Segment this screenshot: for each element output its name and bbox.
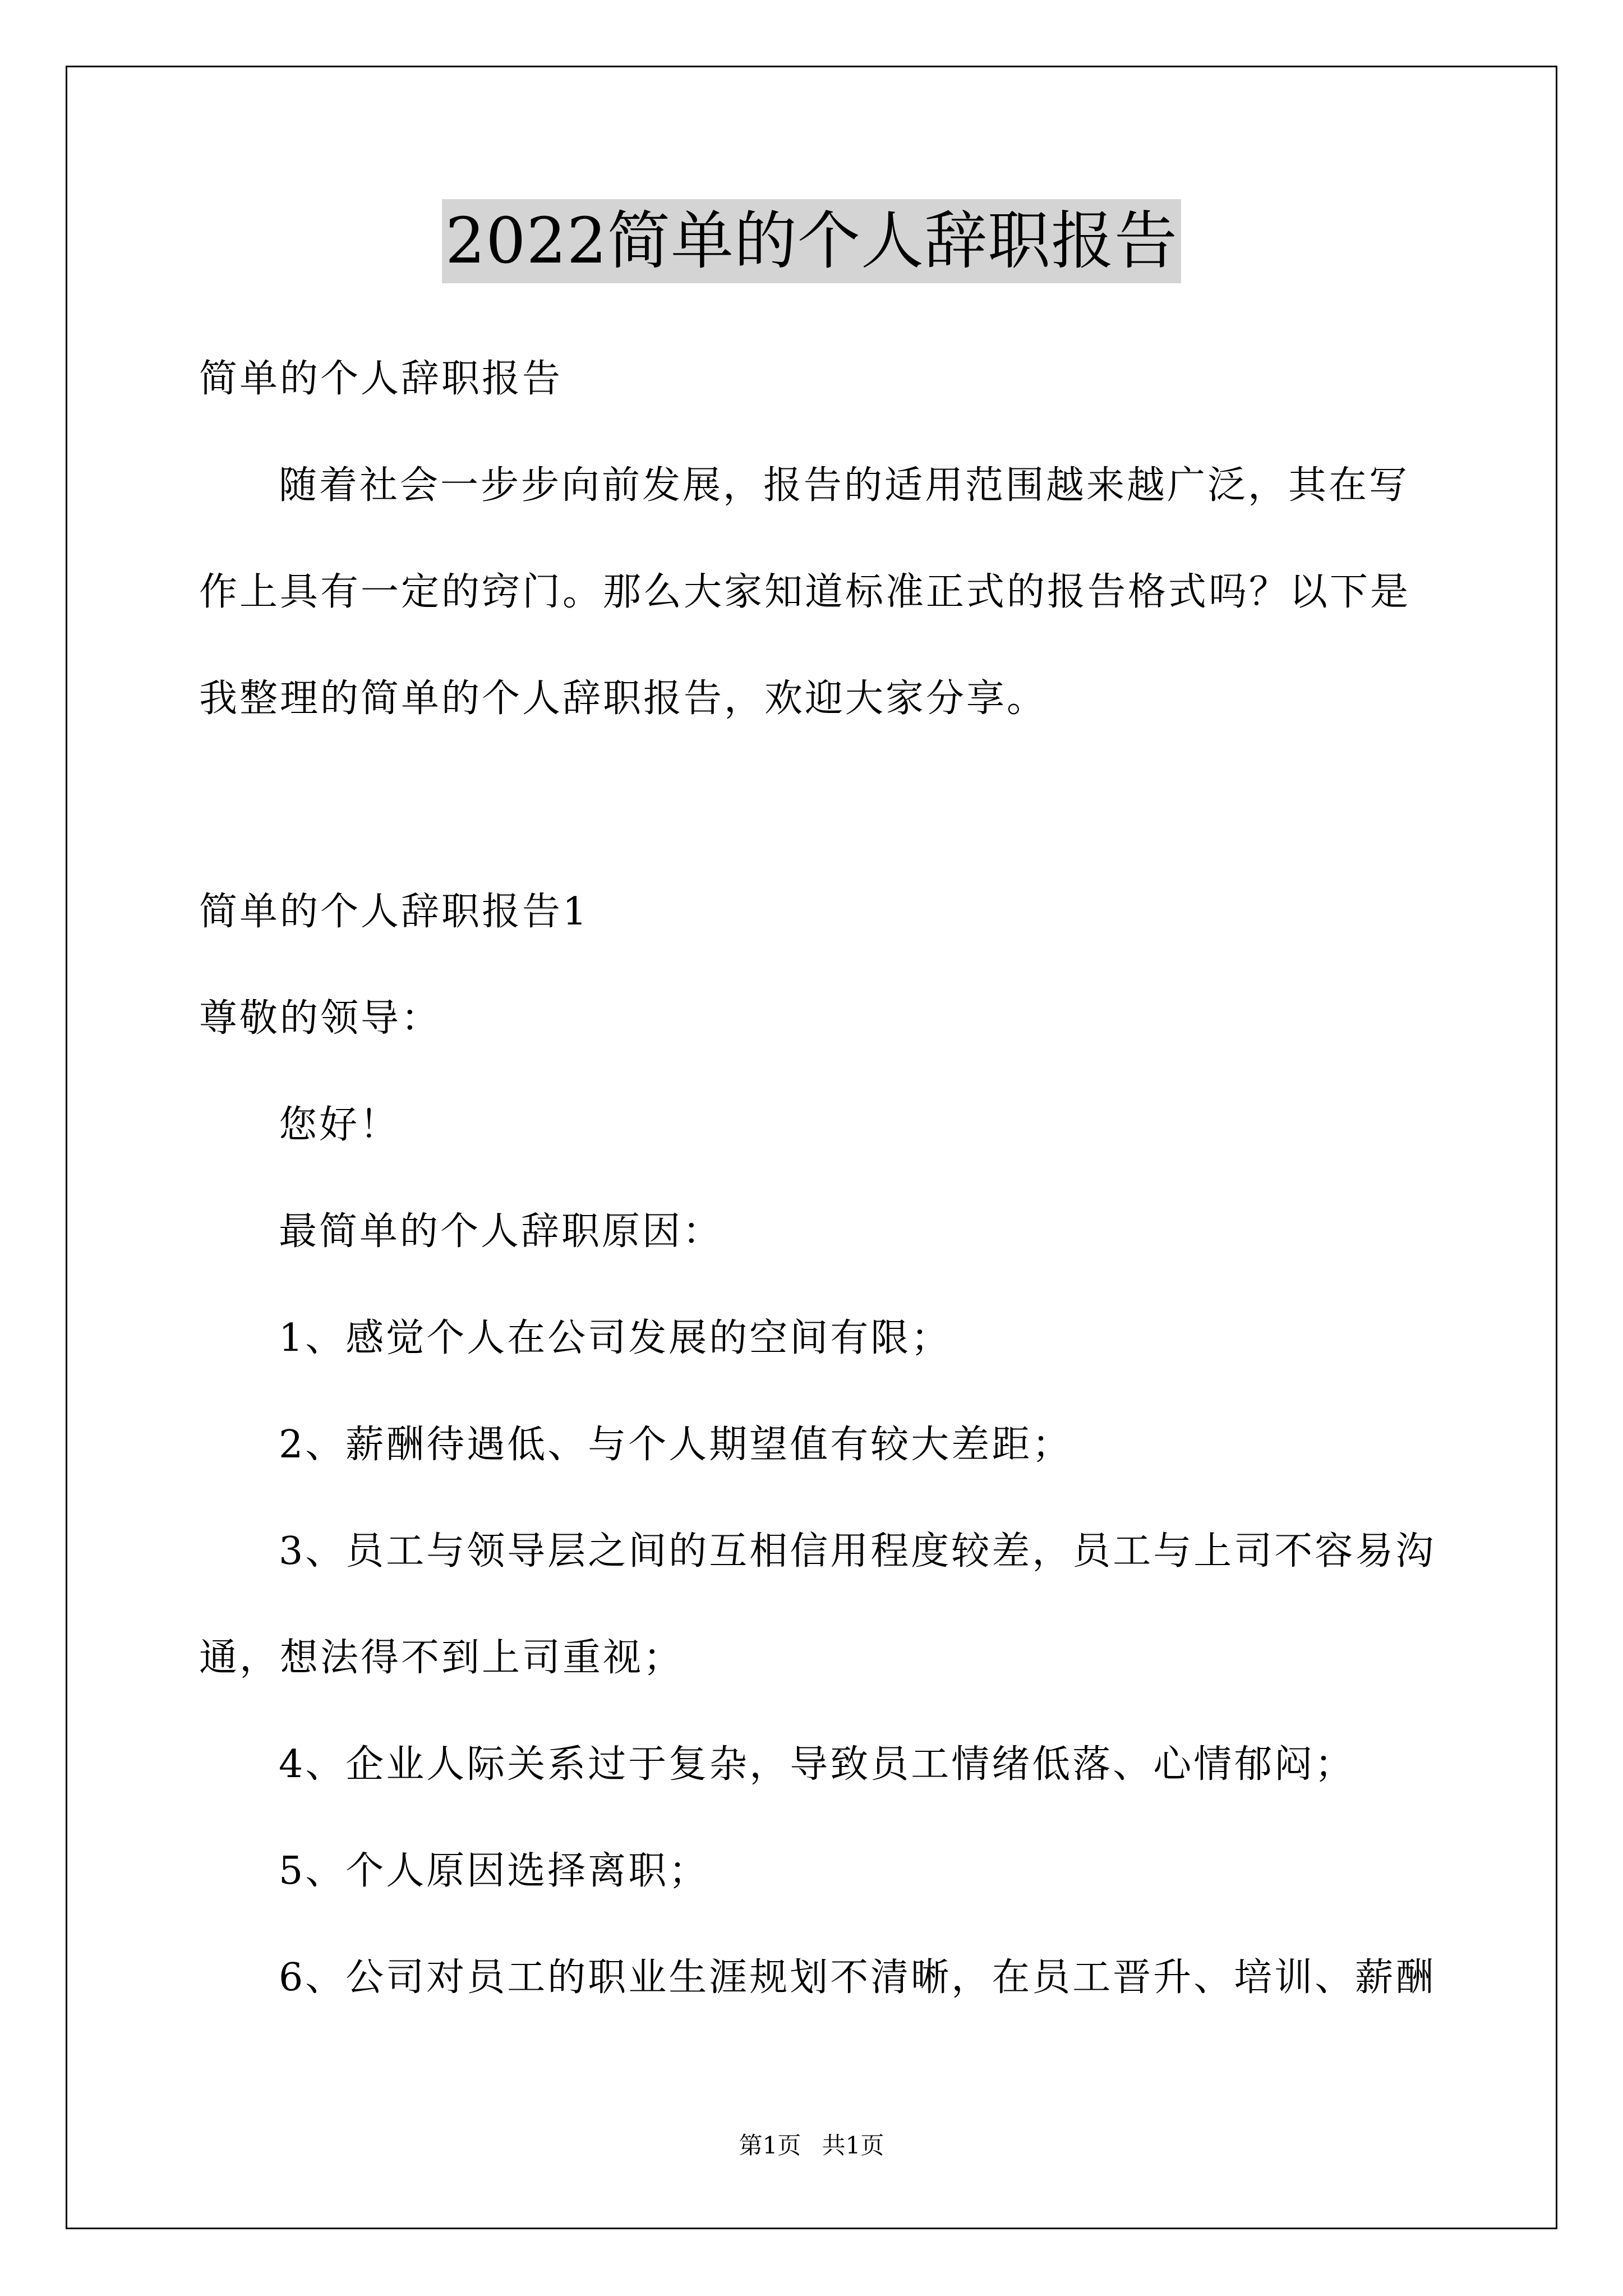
document-title: 2022简单的个人辞职报告 (442, 199, 1181, 283)
reason-line-3: 3、员工与领导层之间的互相信用程度较差，员工与上司不容易沟 (279, 1529, 1436, 1573)
page-total: 共1页 (822, 2132, 884, 2159)
title-container (0, 199, 1623, 283)
intro-line-3: 我整理的简单的个人辞职报告，欢迎大家分享。 (199, 677, 1048, 721)
page-footer (0, 2129, 1623, 2162)
document-subtitle: 简单的个人辞职报告 (199, 357, 563, 401)
salutation: 尊敬的领导： (199, 996, 442, 1041)
intro-line-2: 作上具有一定的窍门。那么大家知道标准正式的报告格式吗？以下是 (199, 570, 1411, 614)
reason-line-4: 4、企业人际关系过于复杂，导致员工情绪低落、心情郁闷； (279, 1742, 1355, 1787)
reason-line-6: 6、公司对员工的职业生涯规划不清晰，在员工晋升、培训、薪酬 (279, 1955, 1436, 2000)
reasons-heading: 最简单的个人辞职原因： (279, 1209, 723, 1254)
intro-line-1: 随着社会一步步向前发展，报告的适用范围越来越广泛，其在写 (279, 463, 1410, 508)
section-heading: 简单的个人辞职报告1 (199, 890, 589, 934)
page-number: 第1页 (739, 2132, 801, 2159)
reason-line-2: 2、薪酬待遇低、与个人期望值有较大差距； (279, 1423, 1073, 1467)
reason-line-1: 1、感觉个人在公司发展的空间有限； (279, 1316, 952, 1360)
reason-line-3-cont: 通，想法得不到上司重视； (199, 1636, 684, 1680)
greeting: 您好！ (279, 1103, 400, 1147)
reason-line-5: 5、个人原因选择离职； (279, 1849, 709, 1893)
